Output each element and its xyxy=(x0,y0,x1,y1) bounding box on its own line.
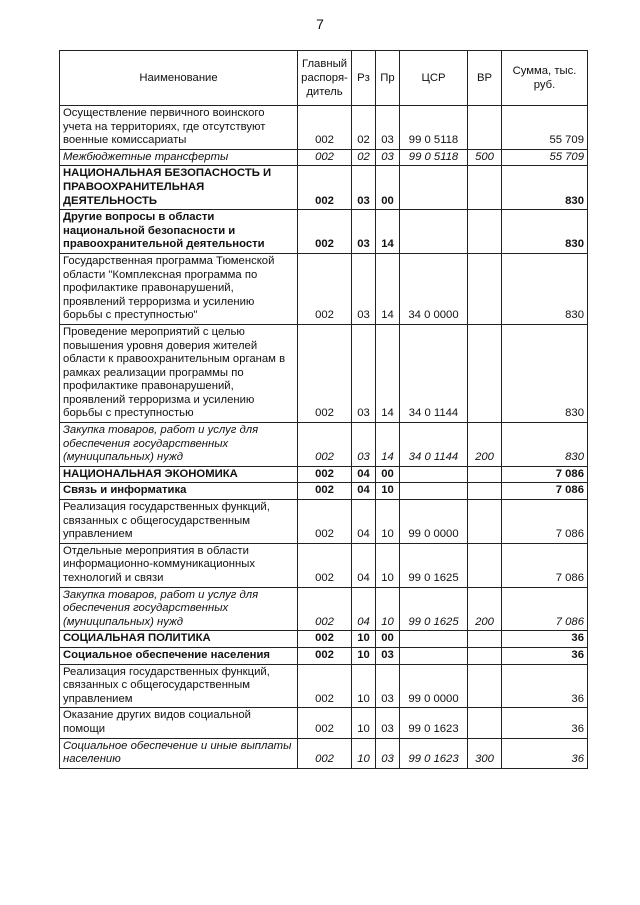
cell-sum: 36 xyxy=(502,708,588,738)
cell-admin: 002 xyxy=(298,166,352,210)
cell-sum: 36 xyxy=(502,631,588,648)
cell-sum: 7 086 xyxy=(502,587,588,631)
cell-csr: 99 0 1625 xyxy=(400,587,468,631)
cell-csr: 99 0 1623 xyxy=(400,708,468,738)
cell-vr: 500 xyxy=(468,149,502,166)
table-row xyxy=(60,631,588,648)
cell-csr xyxy=(400,166,468,210)
cell-name: Закупка товаров, работ и услуг для обеспечения государственных (муниципальных) нужд xyxy=(60,587,298,631)
cell-csr: 99 0 5118 xyxy=(400,149,468,166)
cell-csr: 99 0 0000 xyxy=(400,664,468,708)
cell-rz: 02 xyxy=(352,106,376,150)
cell-rz: 03 xyxy=(352,423,376,467)
cell-csr xyxy=(400,466,468,483)
table-row xyxy=(60,166,588,210)
cell-rz: 04 xyxy=(352,543,376,587)
cell-admin: 002 xyxy=(298,664,352,708)
cell-vr xyxy=(468,324,502,422)
cell-sum: 7 086 xyxy=(502,466,588,483)
table-row xyxy=(60,543,588,587)
cell-sum: 7 086 xyxy=(502,500,588,544)
cell-admin: 002 xyxy=(298,631,352,648)
cell-csr: 99 0 1625 xyxy=(400,543,468,587)
cell-csr: 34 0 1144 xyxy=(400,324,468,422)
cell-rz: 04 xyxy=(352,483,376,500)
cell-csr: 34 0 1144 xyxy=(400,423,468,467)
cell-rz: 03 xyxy=(352,166,376,210)
cell-admin: 002 xyxy=(298,149,352,166)
cell-rz: 03 xyxy=(352,324,376,422)
cell-name: Оказание других видов социальной помощи xyxy=(60,708,298,738)
cell-name: Связь и информатика xyxy=(60,483,298,500)
cell-sum: 7 086 xyxy=(502,543,588,587)
cell-pr: 10 xyxy=(376,543,400,587)
cell-vr xyxy=(468,543,502,587)
cell-vr: 200 xyxy=(468,587,502,631)
cell-name: Отдельные мероприятия в области информационно-коммуникационных технологий и связи xyxy=(60,543,298,587)
cell-vr xyxy=(468,466,502,483)
cell-rz: 10 xyxy=(352,664,376,708)
cell-pr: 03 xyxy=(376,708,400,738)
table-row xyxy=(60,210,588,254)
cell-name: СОЦИАЛЬНАЯ ПОЛИТИКА xyxy=(60,631,298,648)
header-pr: Пр xyxy=(376,51,400,106)
cell-admin: 002 xyxy=(298,423,352,467)
cell-pr: 10 xyxy=(376,500,400,544)
cell-vr xyxy=(468,210,502,254)
table-row xyxy=(60,483,588,500)
cell-pr: 03 xyxy=(376,738,400,768)
cell-name: Осуществление первичного воинского учета на территориях, где отсутствуют военные комиссариаты xyxy=(60,106,298,150)
cell-name: Социальное обеспечение и иные выплаты населению xyxy=(60,738,298,768)
cell-name: Реализация государственных функций, связанных с общегосударственным управлением xyxy=(60,500,298,544)
cell-admin: 002 xyxy=(298,738,352,768)
table-row xyxy=(60,324,588,422)
cell-rz: 10 xyxy=(352,738,376,768)
table-row xyxy=(60,708,588,738)
header-row xyxy=(60,51,588,106)
cell-vr: 200 xyxy=(468,423,502,467)
cell-rz: 10 xyxy=(352,631,376,648)
header-rz: Рз xyxy=(352,51,376,106)
cell-name: Социальное обеспечение населения xyxy=(60,647,298,664)
cell-admin: 002 xyxy=(298,466,352,483)
header-vr: ВР xyxy=(468,51,502,106)
cell-admin: 002 xyxy=(298,543,352,587)
cell-sum: 830 xyxy=(502,253,588,324)
table-row xyxy=(60,253,588,324)
header-name: Наименование xyxy=(60,51,298,106)
cell-csr: 99 0 1623 xyxy=(400,738,468,768)
cell-csr: 34 0 0000 xyxy=(400,253,468,324)
cell-name: Другие вопросы в области национальной безопасности и правоохранительной деятельности xyxy=(60,210,298,254)
cell-sum: 830 xyxy=(502,210,588,254)
cell-pr: 00 xyxy=(376,466,400,483)
cell-pr: 03 xyxy=(376,149,400,166)
cell-admin: 002 xyxy=(298,587,352,631)
cell-pr: 14 xyxy=(376,210,400,254)
cell-pr: 10 xyxy=(376,483,400,500)
cell-rz: 03 xyxy=(352,253,376,324)
cell-pr: 00 xyxy=(376,631,400,648)
cell-sum: 830 xyxy=(502,166,588,210)
cell-pr: 14 xyxy=(376,324,400,422)
cell-name: Проведение мероприятий с целью повышения уровня доверия жителей области к правоохранительным органам в рамках реализации программы по профилактике правонарушений, проявлений терроризма и усилению борьбы с преступностью xyxy=(60,324,298,422)
cell-vr: 300 xyxy=(468,738,502,768)
cell-admin: 002 xyxy=(298,483,352,500)
cell-rz: 02 xyxy=(352,149,376,166)
budget-table xyxy=(59,50,588,769)
cell-rz: 03 xyxy=(352,210,376,254)
page-number: 7 xyxy=(316,16,324,32)
cell-vr xyxy=(468,166,502,210)
cell-name: Государственная программа Тюменской области "Комплексная программа по профилактике правонарушений, проявлений терроризма и усилению борьбы с преступностью" xyxy=(60,253,298,324)
table-row xyxy=(60,647,588,664)
cell-rz: 04 xyxy=(352,500,376,544)
header-csr: ЦСР xyxy=(400,51,468,106)
cell-sum: 55 709 xyxy=(502,149,588,166)
cell-rz: 04 xyxy=(352,466,376,483)
cell-vr xyxy=(468,483,502,500)
table-row xyxy=(60,106,588,150)
cell-sum: 830 xyxy=(502,423,588,467)
cell-vr xyxy=(468,708,502,738)
cell-pr: 14 xyxy=(376,423,400,467)
cell-name: Межбюджетные трансферты xyxy=(60,149,298,166)
cell-sum: 7 086 xyxy=(502,483,588,500)
header-sum: Сумма, тыс. руб. xyxy=(502,51,588,106)
cell-sum: 36 xyxy=(502,664,588,708)
cell-csr: 99 0 0000 xyxy=(400,500,468,544)
cell-name: НАЦИОНАЛЬНАЯ ЭКОНОМИКА xyxy=(60,466,298,483)
cell-admin: 002 xyxy=(298,500,352,544)
cell-sum: 36 xyxy=(502,647,588,664)
cell-rz: 10 xyxy=(352,708,376,738)
table-row xyxy=(60,738,588,768)
cell-vr xyxy=(468,664,502,708)
cell-csr: 99 0 5118 xyxy=(400,106,468,150)
table-row xyxy=(60,500,588,544)
cell-admin: 002 xyxy=(298,647,352,664)
table-row xyxy=(60,587,588,631)
cell-vr xyxy=(468,631,502,648)
cell-sum: 830 xyxy=(502,324,588,422)
cell-sum: 36 xyxy=(502,738,588,768)
cell-pr: 03 xyxy=(376,106,400,150)
cell-pr: 00 xyxy=(376,166,400,210)
cell-csr xyxy=(400,483,468,500)
table-row xyxy=(60,423,588,467)
header-admin: Главный распоря-дитель xyxy=(298,51,352,106)
cell-vr xyxy=(468,106,502,150)
table-row xyxy=(60,149,588,166)
cell-pr: 10 xyxy=(376,587,400,631)
cell-csr xyxy=(400,647,468,664)
cell-admin: 002 xyxy=(298,708,352,738)
cell-vr xyxy=(468,500,502,544)
table-row xyxy=(60,664,588,708)
cell-pr: 03 xyxy=(376,647,400,664)
cell-vr xyxy=(468,647,502,664)
cell-sum: 55 709 xyxy=(502,106,588,150)
cell-csr xyxy=(400,210,468,254)
cell-admin: 002 xyxy=(298,324,352,422)
cell-rz: 04 xyxy=(352,587,376,631)
table-row xyxy=(60,466,588,483)
cell-admin: 002 xyxy=(298,106,352,150)
cell-pr: 14 xyxy=(376,253,400,324)
cell-admin: 002 xyxy=(298,210,352,254)
cell-pr: 03 xyxy=(376,664,400,708)
cell-name: Реализация государственных функций, связанных с общегосударственным управлением xyxy=(60,664,298,708)
cell-vr xyxy=(468,253,502,324)
cell-admin: 002 xyxy=(298,253,352,324)
cell-rz: 10 xyxy=(352,647,376,664)
cell-name: Закупка товаров, работ и услуг для обеспечения государственных (муниципальных) нужд xyxy=(60,423,298,467)
cell-name: НАЦИОНАЛЬНАЯ БЕЗОПАСНОСТЬ И ПРАВООХРАНИТЕЛЬНАЯ ДЕЯТЕЛЬНОСТЬ xyxy=(60,166,298,210)
cell-csr xyxy=(400,631,468,648)
